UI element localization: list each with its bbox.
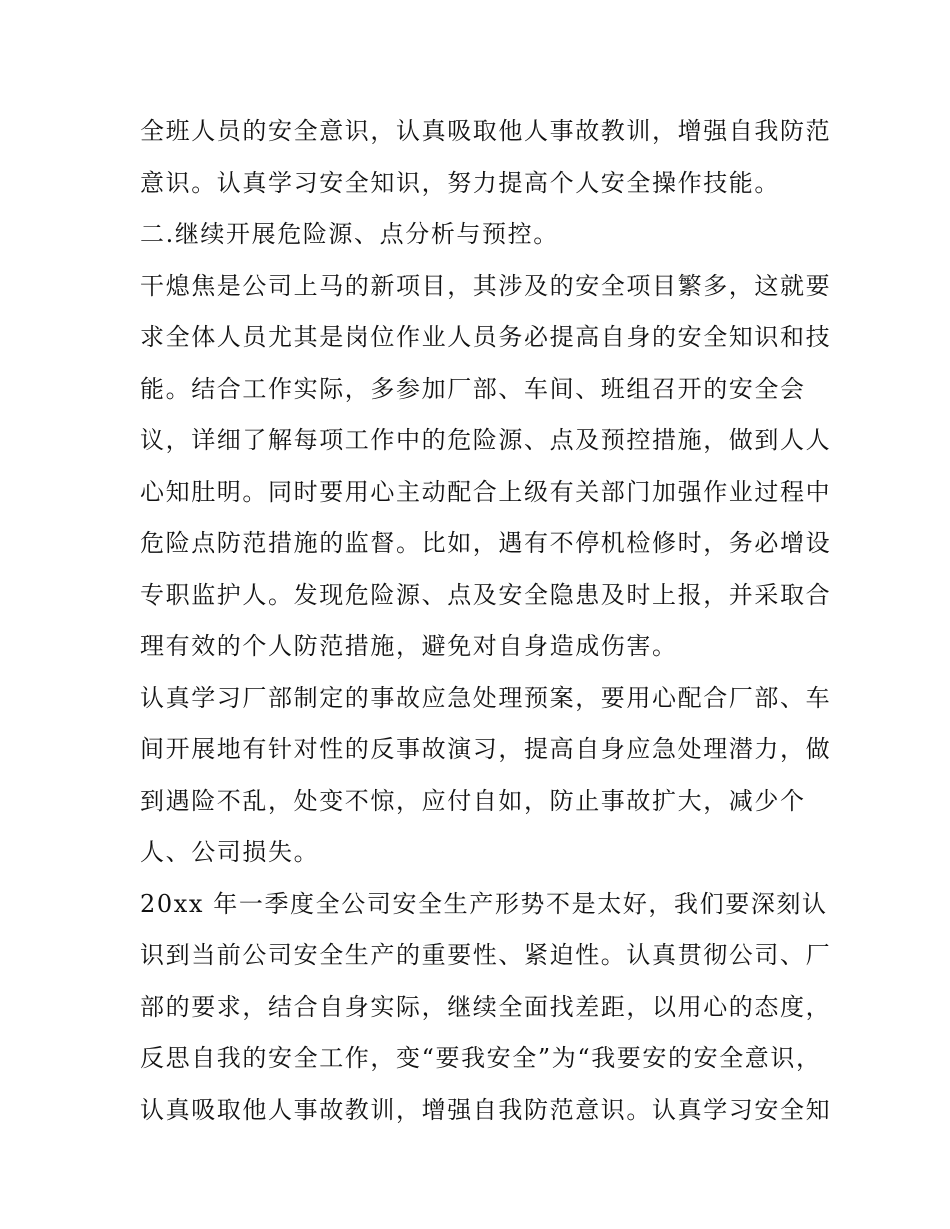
text-line: 理有效的个人防范措施，避免对自身造成伤害。 <box>140 632 678 660</box>
text-line: 认真学习厂部制定的事故应急处理预案，要用心配合厂部、车 <box>140 683 832 712</box>
text-line: 心知肚明。同时要用心主动配合上级有关部门加强作业过程中 <box>140 477 832 506</box>
text-line: 认真吸取他人事故教训，增强自我防范意识。认真学习安全知 <box>140 1095 832 1124</box>
text-line: 到遇险不乱，处变不惊，应付自如，防止事故扩大，减少个 <box>140 786 806 815</box>
text-line: 反思自我的安全工作，变“要我安全”为“我要安的安全意识， <box>140 1044 822 1072</box>
text-line: 危险点防范措施的监督。比如，遇有不停机检修时，务必增设 <box>140 529 832 557</box>
text-line: 专职监护人。发现危险源、点及安全隐患及时上报，并采取合 <box>140 580 832 609</box>
text-line: 人、公司损失。 <box>140 838 320 866</box>
text-line: 全班人员的安全意识，认真吸取他人事故教训，增强自我防范 <box>140 117 832 145</box>
text-line: 部的要求，结合自身实际，继续全面找差距，以用心的态度， <box>140 992 832 1021</box>
text-line: 识到当前公司安全生产的重要性、紧迫性。认真贯彻公司、厂 <box>140 941 832 969</box>
text-line: 能。结合工作实际，多参加厂部、车间、班组召开的安全会 <box>140 374 806 403</box>
section-heading: 二.继续开展危险源、点分析与预控。 <box>140 220 559 248</box>
text-line: 20xx 年一季度全公司安全生产形势不是太好，我们要深刻认 <box>140 889 828 918</box>
text-line: 干熄焦是公司上马的新项目，其涉及的安全项目繁多，这就要 <box>140 271 832 300</box>
text-line: 间开展地有针对性的反事故演习，提高自身应急处理潜力，做 <box>140 735 832 763</box>
text-line: 求全体人员尤其是岗位作业人员务必提高自身的安全知识和技 <box>140 323 832 351</box>
text-line: 议，详细了解每项工作中的危险源、点及预控措施，做到人人 <box>140 426 832 454</box>
text-line: 意识。认真学习安全知识，努力提高个人安全操作技能。 <box>140 168 780 197</box>
document-body <box>140 106 832 1136</box>
